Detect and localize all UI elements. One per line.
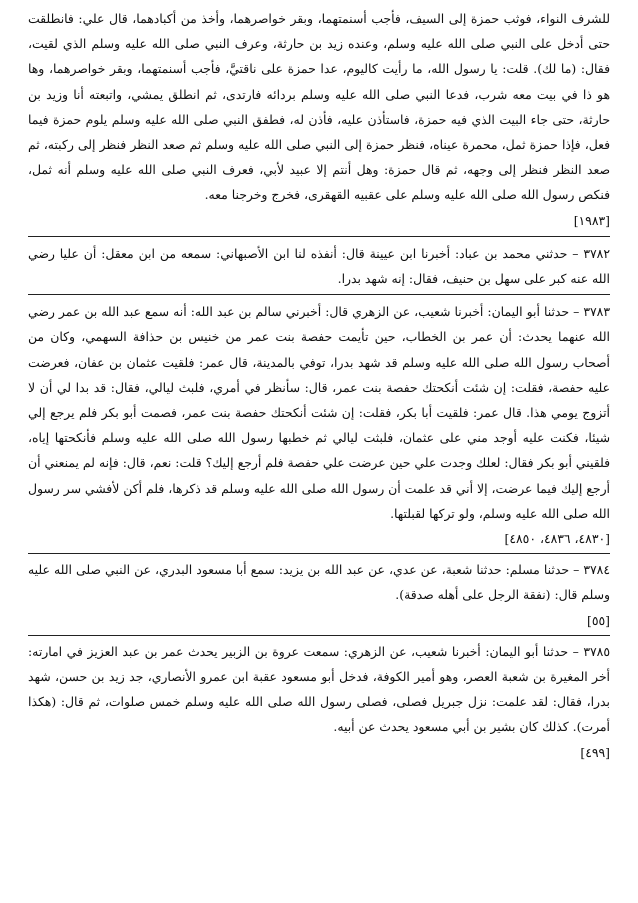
hadith-3782-text: ٣٧٨٢ – حدثني محمد بن عباد: أخبرنا ابن عيينة قال: أنفذه لنا ابن الأصبهاني: سمعه من ابن معقل: أن عليا رضي الله عنه كبر على سهل بن حنيف، فقال: إنه شهد بدرا. xyxy=(28,245,610,287)
hadith-3785-text: ٣٧٨٥ – حدثنا أبو اليمان: أخبرنا شعيب، عن الزهري: سمعت عروة بن الزبير يحدث عمر بن عبد العزيز في امارته: أخر المغيرة بن شعبة العصر، وهو أمير الكوفة، فدخل أبو مسعود عقبة ابن عمرو الأنصاري، جد زيد بن حسن، شهد بدرا، فقال: لقد علمت: نزل جبريل فصلى، فصلى رسول الله صلى الله عليه وسلم خمس صلوات، ثم قال: (هكذا أمرت). كذلك كان بشير بن أبي مسعود يحدث عن أبيه. xyxy=(28,643,610,735)
cross-reference: [١٩٨٣] xyxy=(573,212,610,228)
cross-reference: [٤٨٣٠، ٤٨٣٦، ٤٨٥٠] xyxy=(504,531,610,547)
section-divider xyxy=(28,635,610,636)
cross-reference: [٤٩٩] xyxy=(580,744,610,760)
document-page xyxy=(28,6,610,765)
section-divider xyxy=(28,236,610,237)
cross-reference: [٥٥] xyxy=(587,612,610,628)
hadith-continuation-text: للشرف النواء، فوثب حمزة إلى السيف، فأجب أسنمتهما، وبقر خواصرهما، وأخذ من أكبادهما، قال علي: فانطلقت حتى أدخل على النبي صلى الله عليه وسلم، وعنده زيد بن حارثة، وعرف النبي صلى الله عليه وسلم الذي لقيت، فقال: (ما لك). قلت: يا رسول الله، ما رأيت كاليوم، عدا حمزة على ناقتيَّ، فأجب أسنمتهما، وبقر خواصرهما، وها هو ذا في بيت معه شرب، فدعا النبي صلى الله عليه وسلم بردائه فارتدى، ثم انطلق يمشي، واتبعته أنا وزيد بن حارثة، حتى جاء البيت الذي فيه حمزة، فاستأذن عليه، فأذن له، فطفق النبي صلى الله عليه وسلم يلوم حمزة فيما فعل، فإذا حمزة ثمل، محمرة عيناه، فنظر حمزة إلى النبي صلى الله عليه وسلم ثم صعد النظر فنظر إلى ركبته، ثم صعد النظر فنظر إلى وجهه، ثم قال حمزة: وهل أنتم إلا عبيد لأبي، فعرف النبي صلى الله عليه وسلم أنه ثمل، فنكص رسول الله صلى الله عليه وسلم على عقبيه القهقرى، فخرج وخرجنا معه. xyxy=(28,11,610,203)
section-divider xyxy=(28,294,610,295)
section-divider xyxy=(28,553,610,554)
hadith-3783-text: ٣٧٨٣ – حدثنا أبو اليمان: أخبرنا شعيب، عن الزهري قال: أخبرني سالم بن عبد الله: أنه سمع عبد الله بن عمر رضي الله عنهما يحدث: أن عمر بن الخطاب، حين تأيمت حفصة بنت عمر من خنيس بن حذافة السهمي، وكان من أصحاب رسول الله صلى الله عليه وسلم قد شهد بدرا، توفي بالمدينة، قال عمر: فلقيت عثمان بن عفان، فعرضت عليه حفصة، فقلت: إن شئت أنكحتك حفصة بنت عمر، قال: سأنظر في أمري، فلبث ليالي، فقال: قد بدا لي أن لا أتزوج يومي هذا. قال عمر: فلقيت أبا بكر، فقلت: إن شئت أنكحتك حفصة بنت عمر، فصمت أبو بكر فلم يرجع إلي شيئا، فكنت عليه أوجد مني على عثمان، فلبثت ليالي ثم خطبها رسول الله صلى الله عليه وسلم فأنكحتها إياه، فلقيني أبو بكر فقال: لعلك وجدت علي حين عرضت علي حفصة فلم أرجع إليك؟ قلت: نعم، قال: فإنه لم يمنعني أن أرجع إليك فيما عرضت، إلا أني قد علمت أن رسول الله صلى الله عليه وسلم قد ذكرها، فلم أكن لأفشي سر رسول الله صلى الله عليه وسلم، ولو تركها لقبلتها. xyxy=(28,304,610,521)
hadith-3784-text: ٣٧٨٤ – حدثنا مسلم: حدثنا شعبة، عن عدي، عن عبد الله بن يزيد: سمع أبا مسعود البدري، عن النبي صلى الله عليه وسلم قال: (نفقة الرجل على أهله صدقة). xyxy=(28,562,610,603)
